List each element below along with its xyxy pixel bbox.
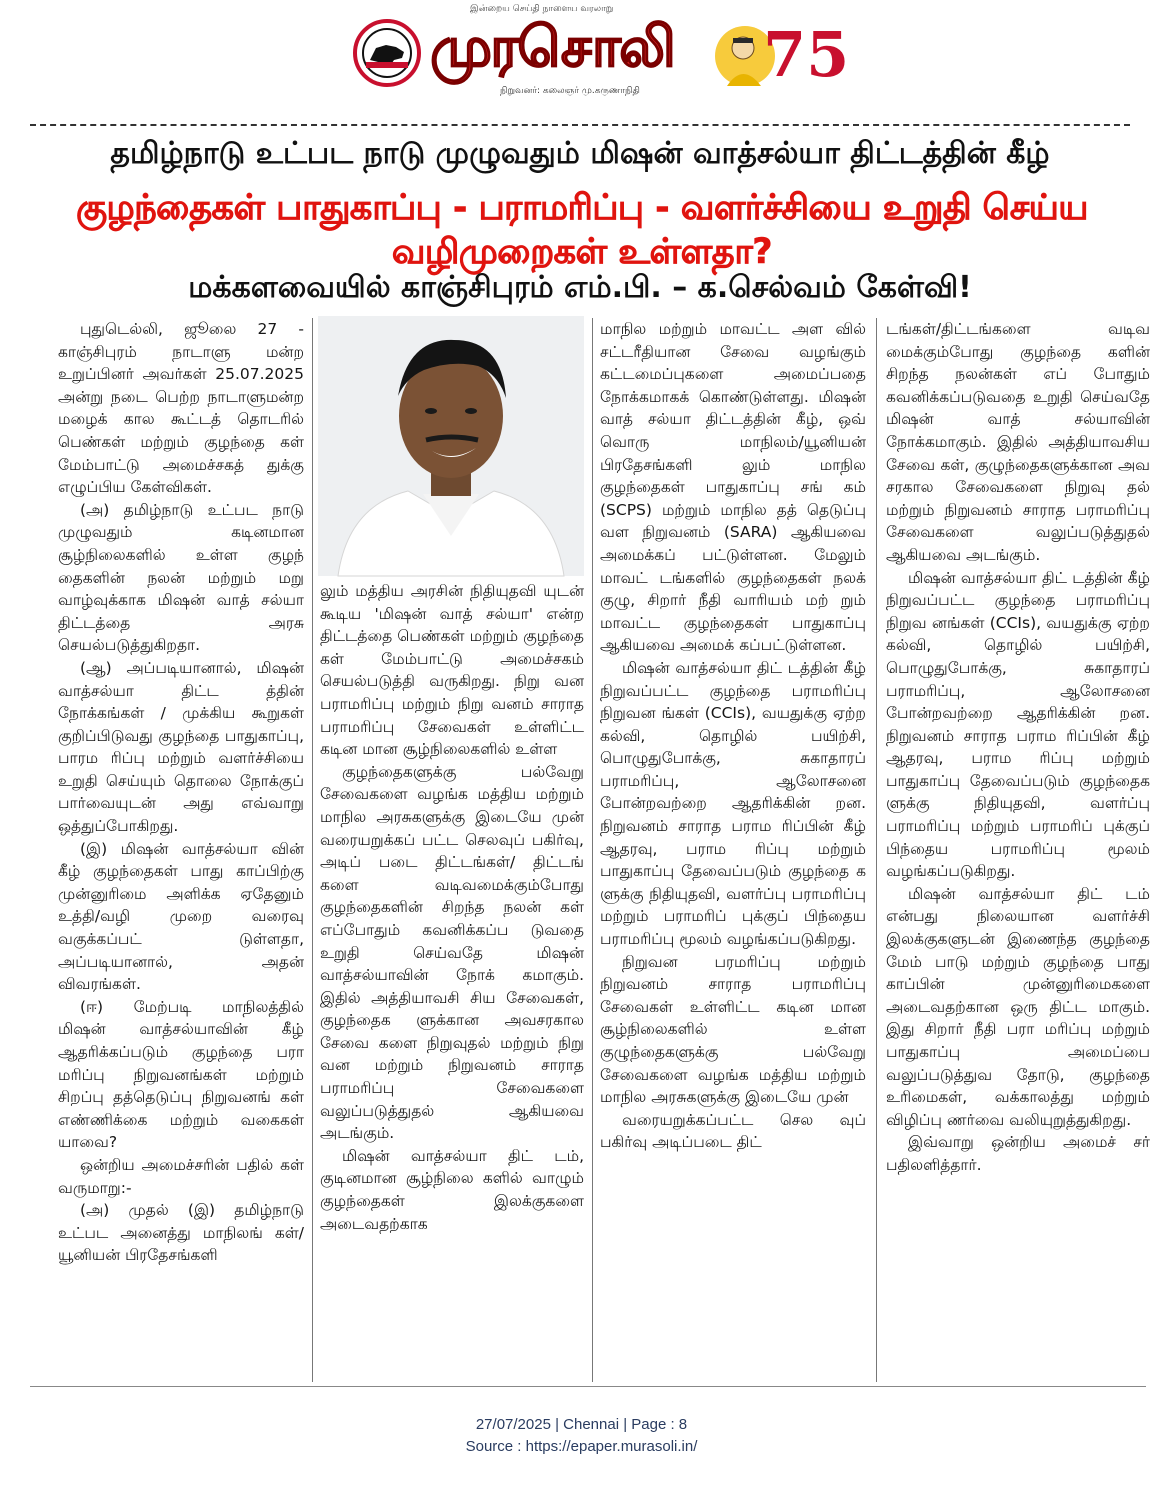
article-paragraph: குழந்தைகளுக்கு பல்வேறு சேவைகளை வழங்க மத்திய மற்றும் மாநில அரசுகளுக்கு இடையே முன் வரையறுக்கப் பட்ட செலவுப் பகிர்வு, அடிப் படை திட்டங்கள்/ திட்டங் களை வடிவமைக்கும்போது குழந்தைகளின் சிறந்த நலன் கள் எப்போதும் கவனிக்கப்ப டுவதை உறுதி செய்வதே மிஷன் வாத்சல்யாவின் நோக் கமாகும். இதில் அத்தியாவசி சிய சேவைகள், குழந்தைக ளுக்கான அவசரகால சேவை களை நிறுவுதல் மற்றும் நிறு வன மற்றும் நிறுவனம் சாராத பராமரிப்பு சேவைகளை வலுப்படுத்துதல் ஆகியவை அடங்கும். <box>320 762 584 1143</box>
main-headline: குழந்தைகள் பாதுகாப்பு - பராமரிப்பு - வளர்ச்சியை உறுதி செய்ய வழிமுறைகள் உள்ளதா? <box>76 188 1088 272</box>
article-column-1 <box>58 318 304 1380</box>
anniversary-75-badge-icon <box>705 8 850 98</box>
article-paragraph: மாநில மற்றும் மாவட்ட அள வில் சட்டரீதியான சேவை வழங்கும் கட்டமைப்புகளை அமைப்பதை நோக்கமாகக் கொண்டுள்ளது. மிஷன் வாத் சல்யா திட்டத்தின் கீழ், ஒவ் வொரு மாநிலம்/யூனியன் பிரதேசங்களி லும் மாநில குழந்தைகள் பாதுகாப்பு சங் கம் (SCPS) மற்றும் மாநில தத் தெடுப்பு வள நிறுவனம் (SARA) ஆகியவை அமைக்கப் பட்டுள்ளன. மேலும் மாவட் டங்களில் குழந்தைகள் நலக் குழு, சிறார் நீதி வாரியம் மற் றும் மாவட்ட குழந்தைகள் பாதுகாப்பு ஆகியவை அமைக் கப்பட்டுள்ளன. <box>600 320 866 655</box>
article-paragraph: (அ) தமிழ்நாடு உட்பட நாடு முழுவதும் கடினமான சூழ்நிலைகளில் உள்ள குழந் தைகளின் நலன் மற்றும் மறு வாழ்வுக்காக மிஷன் வாத் சல்யா திட்டத்தை அரசு செயல்படுத்துகிறதா. <box>58 500 304 655</box>
party-emblem-icon <box>352 18 422 88</box>
column-rule <box>592 318 593 1382</box>
article-paragraph: மிஷன் வாத்சல்யா திட் டம் என்பது நிலையான வளர்ச்சி இலக்குகளுடன் இணைந்த குழந்தை மேம் பாடு மற்றும் குழந்தை பாது காப்பின் முன்னுரிமைகளை அடைவதற்கான ஒரு திட்ட மாகும். இது சிறார் நீதி பரா மரிப்பு மற்றும் பாதுகாப்பு அமைப்பை வலுப்படுத்துவ தோடு, குழந்தை உரிமைகள், வக்காலத்து மற்றும் விழிப்பு ணர்வை வலியுறுத்துகிறது. <box>886 884 1150 1129</box>
article-column-4 <box>886 318 1150 1386</box>
masthead-divider <box>30 124 1130 126</box>
article-paragraph: லும் மத்திய அரசின் நிதியுதவி யுடன் கூடிய 'மிஷன் வாத் சல்யா' என்ற திட்டத்தை பெண்கள் மற்றும் குழந்தை கள் மேம்பாட்டு அமைச்சகம் செயல்படுத்தி வருகிறது. நிறு வன பராமரிப்பு மற்றும் நிறு வனம் சாராத பராமரிப்பு சேவைகள் உள்ளிட்ட கடின மான சூழ்நிலைகளில் உள்ள <box>320 582 584 759</box>
masthead <box>0 0 1163 108</box>
tagline: இன்றைய செய்தி நாளைய வரலாறு <box>470 4 614 14</box>
article-paragraph: (அ) முதல் (இ) தமிழ்நாடு உட்பட அனைத்து மாநிலங் கள்/யூனியன் பிரதேசங்களி <box>58 1201 304 1265</box>
article-paragraph: (ஈ) மேற்படி மாநிலத்தில் மிஷன் வாத்சல்யாவின் கீழ் ஆதரிக்கப்படும் குழந்தை பரா மரிப்பு நிறுவனங்கள் மற்றும் சிறப்பு தத்தெடுப்பு நிறுவனங் கள் எண்ணிக்கை மற்றும் வகைகள் யாவை? <box>58 997 304 1152</box>
article-bottom-rule <box>30 1386 1146 1387</box>
source-link[interactable]: Source : https://epaper.murasoli.in/ <box>465 1438 698 1455</box>
newspaper-logo: முரசொலி <box>430 14 674 80</box>
mp-portrait-photo <box>318 316 584 576</box>
edition-info: 27/07/2025 | Chennai | Page : 8 <box>475 1416 688 1433</box>
article-paragraph: வரையறுக்கப்பட்ட செல வுப் பகிர்வு அடிப்படை திட் <box>600 1110 866 1152</box>
article-paragraph: இவ்வாறு ஒன்றிய அமைச் சர் பதிலளித்தார். <box>886 1133 1150 1174</box>
article-paragraph: நிறுவன பரமரிப்பு மற்றும் நிறுவனம் சாராத பராமரிப்பு சேவைகள் உள்ளிட்ட கடின மான சூழ்நிலைகளில் உள்ள குழுந்தைகளுக்கு பல்வேறு சேவைகளை வழங்க மத்திய மற்றும் மாநில அரசுகளுக்கு இடையே முன் <box>600 952 866 1107</box>
article-paragraph: (ஆ) அப்படியானால், மிஷன் வாத்சல்யா திட்ட த்தின் நோக்கங்கள் / முக்கிய கூறுகள் குறிப்பிடுவது குழந்தை பாதுகாப்பு, பாரம ரிப்பு மற்றும் வளர்ச்சியை உறுதி செய்யும் தொலை நோக்குப் பார்வையுடன் அது எவ்வாறு ஒத்துப்போகிறது. <box>58 658 304 836</box>
column-rule <box>312 318 313 1382</box>
article-column-2 <box>320 580 584 1380</box>
article-paragraph: புதுடெல்லி, ஜூலை 27 - காஞ்சிபுரம் நாடாளு மன்ற உறுப்பினர் அவர்கள் 25.07.2025 அன்று நடை பெற்ற நாடாளுமன்ற மழைக் கால கூட்டத் தொடரில் பெண்கள் மற்றும் குழந்தை கள் மேம்பாட்டு அமைச்சகத் துக்கு எழுப்பிய கேள்விகள். <box>58 320 304 497</box>
article-paragraph: ஒன்றிய அமைச்சரின் பதில் கள் வருமாறு:- <box>58 1155 304 1197</box>
portrait-icon <box>318 316 584 576</box>
article-column-3 <box>600 318 866 1386</box>
article-paragraph: டங்கள்/திட்டங்களை வடிவ மைக்கும்போது குழந்தை களின் சிறந்த நலன்கள் எப் போதும் கவனிக்கப்படுவதை உறுதி செய்வதே மிஷன் வாத் சல்யாவின் நோக்கமாகும். இதில் அத்தியாவசிய சேவை கள், குழுந்தைகளுக்கான அவ சரகால சேவைகளை நிறுவு தல் மற்றும் நிறுவனம் சாராத பராமரிப்பு சேவைகளை வலுப்படுத்துதல் ஆகியவை அடங்கும். <box>886 320 1150 564</box>
article-paragraph: மிஷன் வாத்சல்யா திட் டத்தின் கீழ் நிறுவப்பட்ட குழந்தை பராமரிப்பு நிறுவன ங்கள் (CCIs), வயதுக்கு ஏற்ற கல்வி, தொழில் பயிற்சி, பொழுதுபோக்கு, சுகாதாரப் பராமரிப்பு, ஆலோசனை போன்றவற்றை ஆதரிக்கின் றன. நிறுவனம் சாராத பராம ரிப்பின் கீழ் ஆதரவு, பராம ரிப்பு மற்றும் பாதுகாப்பு தேவைப்படும் குழந்தை க ளுக்கு நிதியுதவி, வளர்ப்பு பராமரிப்பு மற்றும் பராமரிப் புக்குப் பிந்தைய பராமரிப்பு மூலம் வழங்கப்படுகிறது. <box>600 658 866 949</box>
kicker-headline: தமிழ்நாடு உட்பட நாடு முழுவதும் மிஷன் வாத்சல்யா திட்டத்தின் கீழ் <box>110 136 1050 171</box>
article-paragraph: மிஷன் வாத்சல்யா திட் டம், குடினமான சூழ்நிலை களில் வாழும் குழந்தைகள் இலக்குகளை அடைவதற்காக <box>320 1146 584 1233</box>
column-rule <box>876 318 877 1382</box>
article-paragraph: (இ) மிஷன் வாத்சல்யா வின் கீழ் குழந்தைகள் பாது காப்பிற்கு முன்னுரிமை அளிக்க ஏதேனும் உத்தி/வழி முறை வரைவு வகுக்கப்பட் டுள்ளதா, அப்படியானால், அதன் விவரங்கள். <box>58 839 304 994</box>
sub-headline: மக்களவையில் காஞ்சிபுரம் எம்.பி. – க.செல்வம் கேள்வி! <box>188 270 972 305</box>
article-paragraph: மிஷன் வாத்சல்யா திட் டத்தின் கீழ் நிறுவப்பட்ட குழந்தை பராமரிப்பு நிறுவ னங்கள் (CCIs), வயதுக்கு ஏற்ற கல்வி, தொழில் பயிற்சி, பொழுதுபோக்கு, சுகாதாரப் பராமரிப்பு, ஆலோசனை போன்றவற்றை ஆதரிக்கின் றன. நிறுவனம் சாராத பராம ரிப்பின் கீழ் ஆதரவு, பராம ரிப்பு மற்றும் பாதுகாப்பு தேவைப்படும் குழந்தைக ளுக்கு நிதியுதவி, வளர்ப்பு பராமரிப்பு மற்றும் பராமரிப் புக்குப் பிந்தைய பராமரிப்பு மூலம் வழங்கப்படுகிறது. <box>886 568 1150 881</box>
svg-text:75: 75 <box>763 18 850 91</box>
page-footer <box>0 1414 1163 1458</box>
founder-line: நிறுவனர்: கலைஞர் மு.கருணாநிதி <box>500 86 640 96</box>
